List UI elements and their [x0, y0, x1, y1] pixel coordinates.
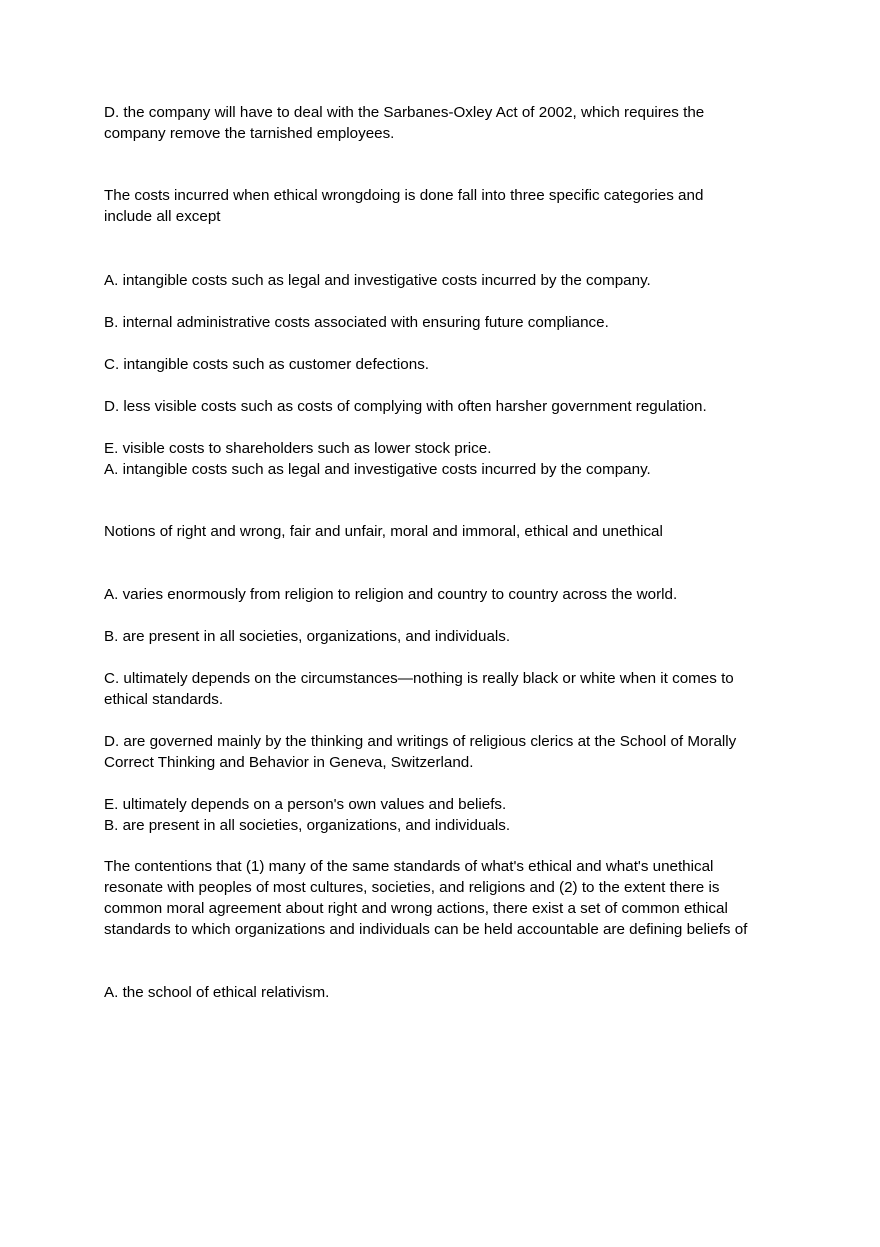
answer-option: B. internal administrative costs associated with ensuring future compliance.	[104, 314, 609, 331]
question-text: The costs incurred when ethical wrongdoing is done fall into three specific categories and	[104, 187, 704, 204]
answer-option: D. less visible costs such as costs of complying with often harsher government regulation.	[104, 398, 707, 415]
text-line: company remove the tarnished employees.	[104, 125, 395, 142]
answer-option: A. intangible costs such as legal and investigative costs incurred by the company.	[104, 272, 651, 289]
answer-option: E. ultimately depends on a person's own values and beliefs.	[104, 796, 507, 813]
answer-option: C. ultimately depends on the circumstances—nothing is really black or white when it comes to	[104, 670, 734, 687]
answer-option: Correct Thinking and Behavior in Geneva, Switzerland.	[104, 754, 474, 771]
answer-option: A. varies enormously from religion to religion and country to country across the world.	[104, 586, 678, 603]
question-text: resonate with peoples of most cultures, societies, and religions and (2) to the extent there is	[104, 879, 720, 896]
text-line: D. the company will have to deal with the Sarbanes-Oxley Act of 2002, which requires the	[104, 104, 705, 121]
answer-option: B. are present in all societies, organizations, and individuals.	[104, 628, 511, 645]
correct-answer: A. intangible costs such as legal and investigative costs incurred by the company.	[104, 461, 651, 478]
correct-answer: B. are present in all societies, organizations, and individuals.	[104, 817, 511, 834]
answer-option: ethical standards.	[104, 691, 224, 708]
answer-option: D. are governed mainly by the thinking and writings of religious clerics at the School of Morally	[104, 733, 737, 750]
question-text: standards to which organizations and individuals can be held accountable are defining beliefs of	[104, 921, 748, 938]
question-text: common moral agreement about right and wrong actions, there exist a set of common ethical	[104, 900, 728, 917]
answer-option: C. intangible costs such as customer defections.	[104, 356, 430, 373]
answer-option: E. visible costs to shareholders such as lower stock price.	[104, 440, 492, 457]
question-text: The contentions that (1) many of the same standards of what's ethical and what's unethical	[104, 858, 714, 875]
question-text: include all except	[104, 208, 221, 225]
answer-option: A. the school of ethical relativism.	[104, 984, 330, 1001]
question-text: Notions of right and wrong, fair and unfair, moral and immoral, ethical and unethical	[104, 523, 663, 540]
